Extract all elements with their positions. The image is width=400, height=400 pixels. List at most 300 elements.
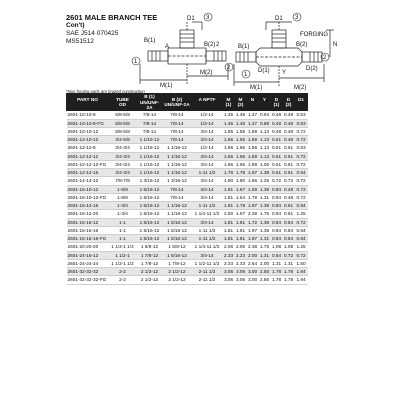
table-cell: 0.61	[271, 170, 282, 176]
table-cell: 1.81	[223, 219, 234, 225]
spec-table-body	[67, 111, 308, 284]
table-cell: 1 7/8-12	[137, 251, 163, 259]
table-cell: 1.55	[235, 137, 246, 143]
left-dim-m2: M(2)	[200, 70, 213, 76]
table-cell: 0.48	[271, 120, 282, 126]
table-cell: 7/8-7/8	[109, 177, 137, 185]
table-cell: 1-1	[109, 226, 137, 234]
table-cell: 2-11 1/2	[192, 268, 223, 276]
table-cell: 3/4-14	[192, 218, 223, 226]
table-row	[67, 235, 308, 243]
table-cell: 1 7/8-12	[137, 259, 163, 267]
table-cell: 1.38	[259, 227, 270, 233]
table-cell: 1.97	[235, 211, 246, 217]
table-cell: 1 7/8-12	[163, 259, 192, 267]
table-cell: 1.78	[235, 170, 246, 176]
table-cell: 0.61	[271, 153, 282, 159]
table-cell: 7/8-14	[163, 185, 192, 193]
table-cell: 2.33	[223, 260, 234, 266]
column-header-line	[247, 102, 258, 107]
technical-drawings	[0, 0, 400, 92]
right-dim-m2: M(2)	[294, 85, 307, 91]
table-cell: 3.00	[247, 269, 258, 275]
table-cell: 1.66	[235, 153, 246, 159]
table-cell: 2.00	[259, 260, 270, 266]
table-cell: 1 1/4-11 1/2	[192, 243, 223, 251]
table-cell: 1 5/16-12	[163, 251, 192, 259]
part-number-cell: 2601-16-10-12	[67, 185, 109, 193]
table-cell: 0.72	[296, 186, 306, 192]
table-cell: 7/8-14	[163, 136, 192, 144]
column-header-line: UN/UNF-2A	[164, 102, 190, 108]
table-cell: 1.67	[235, 186, 246, 192]
table-cell: 2.06	[235, 244, 246, 250]
column-header	[259, 94, 271, 111]
table-cell: 1-11 1/2	[192, 202, 223, 210]
right-label-b2: B(2)	[296, 42, 308, 48]
table-cell: 0.48	[271, 128, 282, 134]
table-cell: 2.00	[247, 252, 258, 258]
table-cell: 1.66	[223, 153, 234, 159]
table-row	[67, 185, 308, 193]
table-cell: 2.50	[259, 277, 270, 283]
table-cell: 1.38	[259, 170, 270, 176]
table-cell: 1.59	[247, 153, 258, 159]
table-cell: 2.33	[235, 260, 246, 266]
table-cell: 2-11 1/2	[192, 276, 223, 284]
table-cell: 0.72	[296, 194, 306, 200]
table-cell: 1.81	[223, 186, 234, 192]
table-cell: 1.25	[296, 211, 306, 217]
table-cell: 0.72	[296, 178, 306, 184]
part-number-cell: 2601-32-32-32-FG	[67, 276, 109, 284]
column-header	[247, 94, 259, 111]
table-cell: 1.66	[235, 161, 246, 167]
table-cell: 0.72	[296, 219, 306, 225]
table-cell: 1.81	[235, 227, 246, 233]
column-header-line: (1)	[225, 102, 232, 108]
table-cell: 0.94	[296, 236, 306, 242]
table-cell: 1 1/2-1 1/2	[109, 259, 137, 267]
column-header	[223, 94, 235, 111]
table-cell: 1.13	[259, 137, 270, 143]
column-header-line	[192, 102, 222, 107]
table-cell: 0.61	[271, 137, 282, 143]
table-cell: 1.78	[247, 194, 258, 200]
table-cell: 1.97	[247, 170, 258, 176]
column-header-line: A NPTF	[198, 96, 216, 102]
column-header-line: N	[250, 96, 255, 102]
part-number-cell: 2601-16-12-16	[67, 202, 109, 210]
table-cell: 2.38	[247, 211, 258, 217]
column-header-line: OD	[118, 102, 127, 108]
table-cell: 1.78	[271, 269, 282, 275]
column-header	[67, 94, 109, 111]
table-row	[67, 169, 308, 177]
right-label-d1: D1	[275, 16, 283, 22]
column-header-line: UN/UNF-2A	[139, 99, 160, 110]
part-number-cell: 2601-24-16-12	[67, 251, 109, 259]
table-cell: 0.48	[283, 128, 294, 134]
column-header-line: (2)	[237, 102, 244, 108]
table-cell: 7/8-14	[137, 127, 163, 135]
table-cell: 1 5/16-12	[137, 210, 163, 218]
table-cell: 1.08	[283, 244, 294, 250]
part-number-cell: 2601-14-14-12	[67, 177, 109, 185]
table-cell: 0.94	[296, 170, 306, 176]
table-cell: 2 1/2-12	[137, 276, 163, 284]
part-number-cell: 2601-12-10-12	[67, 136, 109, 144]
table-cell: 3/4-14	[192, 177, 223, 185]
table-cell: 1.78	[283, 277, 294, 283]
table-cell: 1 5/8-12	[163, 243, 192, 251]
table-cell: 1.38	[259, 203, 270, 209]
table-cell: 1-5/8	[109, 193, 137, 201]
column-header-line	[67, 102, 108, 107]
table-row	[67, 202, 308, 210]
table-cell: 1.64	[235, 194, 246, 200]
table-row	[67, 127, 308, 135]
table-cell: 1 5/16-12	[163, 218, 192, 226]
table-cell: 7/8-14	[137, 111, 163, 119]
table-cell: 1/2-14	[192, 111, 223, 119]
table-cell: 1.13	[259, 153, 270, 159]
table-cell: 5/8-5/8	[109, 119, 137, 127]
table-cell: 1 1/16-12	[163, 210, 192, 218]
mil-spec: MS51512	[66, 38, 94, 45]
table-cell: 0.61	[271, 145, 282, 151]
table-cell: 0.84	[283, 227, 294, 233]
table-cell: 1.80	[223, 178, 234, 184]
part-number-cell: 2601-16-12-20	[67, 210, 109, 218]
table-cell: 1.31	[259, 194, 270, 200]
part-number-cell: 2601-16-16-12	[67, 218, 109, 226]
left-label-a: A	[165, 44, 170, 50]
table-cell: 0.53	[296, 112, 306, 118]
tee-drawing-left	[140, 22, 228, 84]
table-cell: 1.97	[247, 236, 258, 242]
table-row	[67, 111, 308, 119]
table-cell: 1.45	[223, 120, 234, 126]
table-cell: 0.61	[283, 145, 294, 151]
part-number-cell: 2601-24-24-24	[67, 259, 109, 267]
spec-table	[66, 93, 308, 285]
table-cell: 7/8-14	[137, 119, 163, 127]
table-row	[67, 268, 308, 276]
table-cell: 0.48	[283, 194, 294, 200]
table-cell: 1.55	[223, 128, 234, 134]
part-number-cell: 2601-16-10-12-FG	[67, 193, 109, 201]
table-row	[67, 152, 308, 160]
left-label-b2: B(2)	[204, 42, 216, 48]
table-cell: 0.72	[296, 153, 306, 159]
table-cell: 1.47	[247, 112, 258, 118]
table-cell: 1 1/2-1	[109, 251, 137, 259]
part-number-cell: 2601-10-10-8-FG	[67, 119, 109, 127]
table-cell: 1.45	[235, 112, 246, 118]
table-cell: 0.84	[271, 236, 282, 242]
table-cell: 0.72	[296, 137, 306, 143]
right-dim-b1: B(1)	[238, 44, 250, 50]
table-cell: 0.48	[271, 112, 282, 118]
table-cell: 1.06	[259, 161, 270, 167]
table-cell: 1.78	[271, 277, 282, 283]
table-cell: 1.59	[247, 137, 258, 143]
column-header	[295, 94, 308, 111]
column-header-line: TUBE	[116, 96, 129, 102]
table-cell: 0.61	[283, 161, 294, 167]
table-cell: 1 1/16-12	[137, 144, 163, 152]
table-cell: 1.66	[247, 178, 258, 184]
table-cell: 0.84	[271, 186, 282, 192]
table-cell: 0.61	[283, 153, 294, 159]
table-cell: 0.94	[296, 227, 306, 233]
table-cell: 1.94	[296, 269, 306, 275]
table-cell: 0.72	[296, 252, 306, 258]
table-cell: 0.72	[283, 178, 294, 184]
table-cell: 1 1/16-12	[163, 202, 192, 210]
table-cell: 1.80	[235, 178, 246, 184]
table-cell: 1 5/16-12	[137, 235, 163, 243]
table-cell: 0.94	[259, 112, 270, 118]
left-label-2a: 2	[216, 42, 220, 48]
table-row	[67, 119, 308, 127]
table-cell: 1.66	[223, 137, 234, 143]
table-cell: 0.84	[283, 236, 294, 242]
table-row	[67, 210, 308, 218]
table-cell: 3/4-3/4	[109, 144, 137, 152]
table-cell: 3/4-14	[192, 152, 223, 160]
table-cell: 1 1/4-1 1/4	[109, 243, 137, 251]
table-cell: 1.81	[223, 203, 234, 209]
column-header-line	[259, 102, 270, 107]
table-cell: 0.94	[296, 203, 306, 209]
table-cell: 3.06	[235, 269, 246, 275]
table-cell: 0.61	[283, 170, 294, 176]
table-cell: 2.00	[223, 211, 234, 217]
table-cell: 1 5/16-12	[137, 226, 163, 234]
table-cell: 5/8-5/8	[109, 111, 137, 119]
table-cell: 3.00	[247, 277, 258, 283]
spec-table-header	[67, 94, 308, 111]
table-cell: 2.23	[235, 252, 246, 258]
table-cell: 3/4-3/4	[109, 152, 137, 160]
table-cell: 0.48	[283, 186, 294, 192]
table-cell: 7/8-14	[163, 193, 192, 201]
table-cell: 2.33	[223, 252, 234, 258]
table-cell: 1.81	[235, 236, 246, 242]
header-row	[67, 94, 308, 111]
table-cell: 1.25	[259, 178, 270, 184]
part-number-cell: 2601-10-10-8	[67, 111, 109, 119]
table-cell: 3.06	[235, 277, 246, 283]
column-header	[235, 94, 247, 111]
column-header-line: D	[286, 96, 291, 102]
table-cell: 1.50	[296, 260, 306, 266]
column-header	[283, 94, 295, 111]
right-label-3: 3	[295, 15, 299, 21]
table-cell: 1 3/16-12	[163, 177, 192, 185]
right-dim-m1: M(1)	[250, 85, 263, 91]
table-cell: 0.84	[283, 219, 294, 225]
table-cell: 1.59	[247, 128, 258, 134]
part-number-cell: 2601-20-20-20	[67, 243, 109, 251]
document-subtitle: Con't)	[66, 22, 85, 29]
table-cell: 1.31	[283, 260, 294, 266]
table-cell: 7/8-14	[163, 111, 192, 119]
table-cell: 1 5/16-12	[137, 185, 163, 193]
table-cell: 1 1/16-12	[137, 136, 163, 144]
table-cell: 1 5/16-12	[163, 226, 192, 234]
table-row	[67, 243, 308, 251]
table-cell: 1.38	[259, 219, 270, 225]
table-cell: 5/8-5/8	[109, 127, 137, 135]
table-cell: 1 5/16-12	[137, 202, 163, 210]
table-cell: 1.78	[235, 203, 246, 209]
table-cell: 1.94	[296, 277, 306, 283]
table-cell: 7/8-14	[163, 127, 192, 135]
part-number-cell: 2601-16-16-16	[67, 226, 109, 234]
table-cell: 1.78	[283, 269, 294, 275]
table-cell: 1.81	[223, 236, 234, 242]
table-cell: 0.48	[283, 120, 294, 126]
table-cell: 0.61	[283, 203, 294, 209]
table-cell: 0.72	[296, 161, 306, 167]
table-cell: 1 1/4-11 1/2	[192, 210, 223, 218]
column-header	[271, 94, 283, 111]
part-number-cell: 2601-32-32-32	[67, 268, 109, 276]
column-header	[163, 94, 192, 111]
table-cell: 1 5/16-12	[137, 218, 163, 226]
table-cell: 3/4-3/4	[109, 160, 137, 168]
left-dim-m1: M(1)	[160, 83, 173, 89]
table-cell: 0.53	[296, 145, 306, 151]
column-header	[192, 94, 223, 111]
table-cell: 2 1/2-12	[163, 268, 192, 276]
table-cell: 1.59	[247, 161, 258, 167]
table-row	[67, 136, 308, 144]
left-label-2b: 2	[227, 65, 231, 71]
table-cell: 1 1/16-12	[163, 160, 192, 168]
table-cell: 0.84	[271, 219, 282, 225]
part-number-cell: 2601-16-16-16-FG	[67, 235, 109, 243]
sae-standard: SAE J514 070425	[66, 30, 119, 37]
left-label-3: 3	[206, 15, 210, 21]
table-cell: 1.97	[247, 227, 258, 233]
table-cell: 1.69	[247, 186, 258, 192]
table-cell: 0.48	[283, 137, 294, 143]
column-header-line: (2)	[285, 102, 292, 108]
column-header-line: B (1)	[144, 94, 155, 100]
table-cell: 0.84	[271, 194, 282, 200]
table-cell: 1-5/8	[109, 185, 137, 193]
part-number-cell: 2601-12-12-16	[67, 169, 109, 177]
column-header-line	[295, 102, 307, 107]
table-row	[67, 160, 308, 168]
column-header-line: B (2)	[171, 96, 183, 102]
column-header-line: D	[274, 96, 279, 102]
table-cell: 1.25	[296, 244, 306, 250]
table-cell: 2 1/2-12	[163, 276, 192, 284]
table-cell: 3/4-14	[192, 193, 223, 201]
right-dim-d1: D(1)	[258, 68, 270, 74]
table-cell: 0.72	[296, 128, 306, 134]
column-header-line: M	[226, 96, 231, 102]
table-cell: 2 1/2-12	[137, 268, 163, 276]
table-cell: 3.06	[223, 269, 234, 275]
table-cell: 2.50	[259, 269, 270, 275]
table-cell: 0.72	[271, 178, 282, 184]
table-cell: 0.48	[283, 112, 294, 118]
table-cell: 1.75	[259, 244, 270, 250]
table-cell: 1.13	[259, 128, 270, 134]
document-title: 2601 MALE BRANCH TEE	[66, 13, 158, 22]
right-label-1: 1	[244, 72, 248, 78]
table-cell: 3/4-14	[192, 136, 223, 144]
table-cell: 1-11 1/2	[192, 169, 223, 177]
table-cell: 3.06	[223, 277, 234, 283]
table-cell: 1-11 1/2	[192, 226, 223, 234]
part-number-cell: 2601-12-12-12-FG	[67, 160, 109, 168]
table-cell: 1.31	[271, 260, 282, 266]
table-cell: 1/2-14	[192, 119, 223, 127]
table-cell: 1-3/4	[109, 202, 137, 210]
table-cell: 1.45	[223, 112, 234, 118]
table-cell: 0.84	[271, 211, 282, 217]
table-cell: 1 5/16-12	[137, 193, 163, 201]
table-cell: 1.38	[259, 186, 270, 192]
construction-note: *Non forging parts are brazed construction	[66, 89, 145, 94]
part-number-cell: 2601-12-12-12	[67, 152, 109, 160]
table-cell: 1 1/16-12	[163, 152, 192, 160]
table-cell: 1 1/16-12	[163, 144, 192, 152]
table-cell: 1-3/4	[109, 210, 137, 218]
table-cell: 3/4-14	[192, 251, 223, 259]
part-number-cell: 2601-10-10-12	[67, 127, 109, 135]
table-cell: 0.53	[296, 120, 306, 126]
table-cell: 3/4-14	[192, 185, 223, 193]
table-cell: 1-1	[109, 235, 137, 243]
column-header-line: M	[238, 96, 243, 102]
table-cell: 0.72	[283, 252, 294, 258]
table-cell: 3/4-3/4	[109, 169, 137, 177]
table-row	[67, 193, 308, 201]
column-header-line: Y	[262, 96, 267, 102]
table-cell: 1 5/8-12	[137, 243, 163, 251]
table-cell: 1.97	[247, 203, 258, 209]
table-cell: 1.72	[247, 219, 258, 225]
table-cell: 2.38	[247, 244, 258, 250]
table-cell: 1.08	[271, 244, 282, 250]
table-cell: 1.31	[259, 236, 270, 242]
table-cell: 1.81	[223, 227, 234, 233]
table-cell: 1-1	[109, 218, 137, 226]
table-cell: 2-2	[109, 268, 137, 276]
table-cell: 1/2-14	[192, 144, 223, 152]
table-cell: 1.75	[259, 211, 270, 217]
table-cell: 1 1/16-12	[163, 169, 192, 177]
table-cell: 1.31	[259, 252, 270, 258]
table-cell: 0.61	[271, 161, 282, 167]
right-label-n: N	[333, 42, 338, 48]
table-cell: 1 5/16-12	[163, 235, 192, 243]
table-cell: 2.06	[223, 244, 234, 250]
right-dim-d2: D(2)	[306, 66, 318, 72]
table-cell: 2.64	[247, 260, 258, 266]
table-cell: 0.88	[259, 120, 270, 126]
table-row	[67, 276, 308, 284]
table-cell: 2-2	[109, 276, 137, 284]
